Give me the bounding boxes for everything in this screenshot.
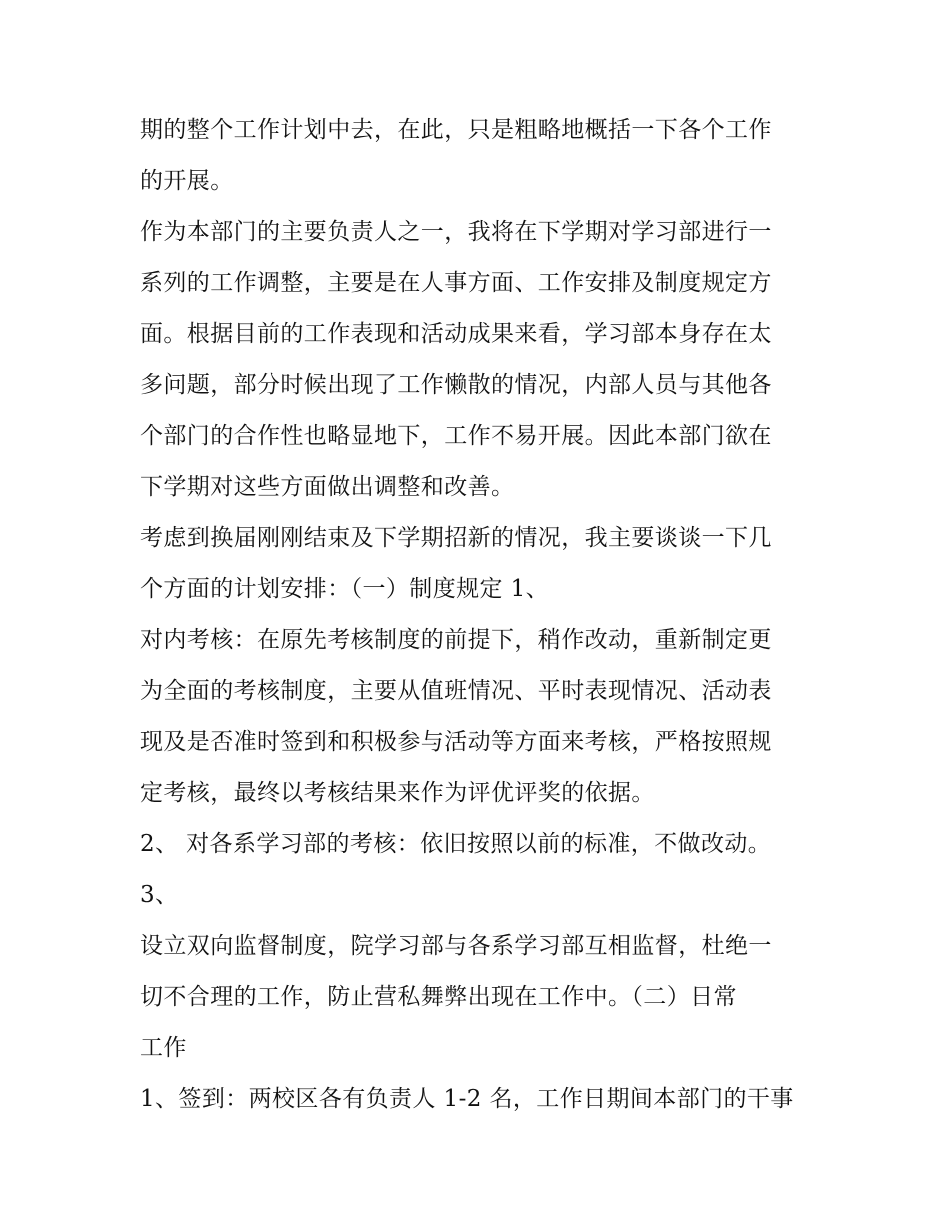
text-line: 多问题，部分时候出现了工作懒散的情况，内部人员与其他各 xyxy=(140,372,772,398)
text-line: 切不合理的工作，防止营私舞弊出现在工作中。（二）日常 xyxy=(140,984,737,1010)
text-line: 定考核，最终以考核结果来作为评优评奖的依据。 xyxy=(140,780,655,806)
text-line: 设立双向监督制度，院学习部与各系学习部互相监督，杜绝一 xyxy=(140,933,772,959)
text-line: 个方面的计划安排：（一）制度规定 1、 xyxy=(140,576,550,602)
text-line: 面。根据目前的工作表现和活动成果来看，学习部本身存在太 xyxy=(140,321,772,347)
text-line: 作为本部门的主要负责人之一，我将在下学期对学习部进行一 xyxy=(140,219,772,245)
text-line: 期的整个工作计划中去，在此，只是粗略地概括一下各个工作 xyxy=(140,117,772,143)
text-line: 1、签到：两校区各有负责人 1-2 名，工作日期间本部门的干事 xyxy=(140,1086,794,1112)
text-line: 3、 xyxy=(140,882,179,908)
text-line: 2、 对各系学习部的考核：依旧按照以前的标准，不做改动。 xyxy=(140,831,772,857)
text-line: 对内考核：在原先考核制度的前提下，稍作改动，重新制定更 xyxy=(140,627,772,653)
text-line: 系列的工作调整，主要是在人事方面、工作安排及制度规定方 xyxy=(140,270,772,296)
text-line: 工作 xyxy=(140,1035,187,1061)
text-line: 为全面的考核制度，主要从值班情况、平时表现情况、活动表 xyxy=(140,678,772,704)
text-line: 的开展。 xyxy=(140,168,234,194)
text-line: 现及是否准时签到和积极参与活动等方面来考核，严格按照规 xyxy=(140,729,772,755)
text-line: 考虑到换届刚刚结束及下学期招新的情况，我主要谈谈一下几 xyxy=(140,525,772,551)
text-line: 下学期对这些方面做出调整和改善。 xyxy=(140,474,515,500)
text-line: 个部门的合作性也略显地下，工作不易开展。因此本部门欲在 xyxy=(140,423,772,449)
